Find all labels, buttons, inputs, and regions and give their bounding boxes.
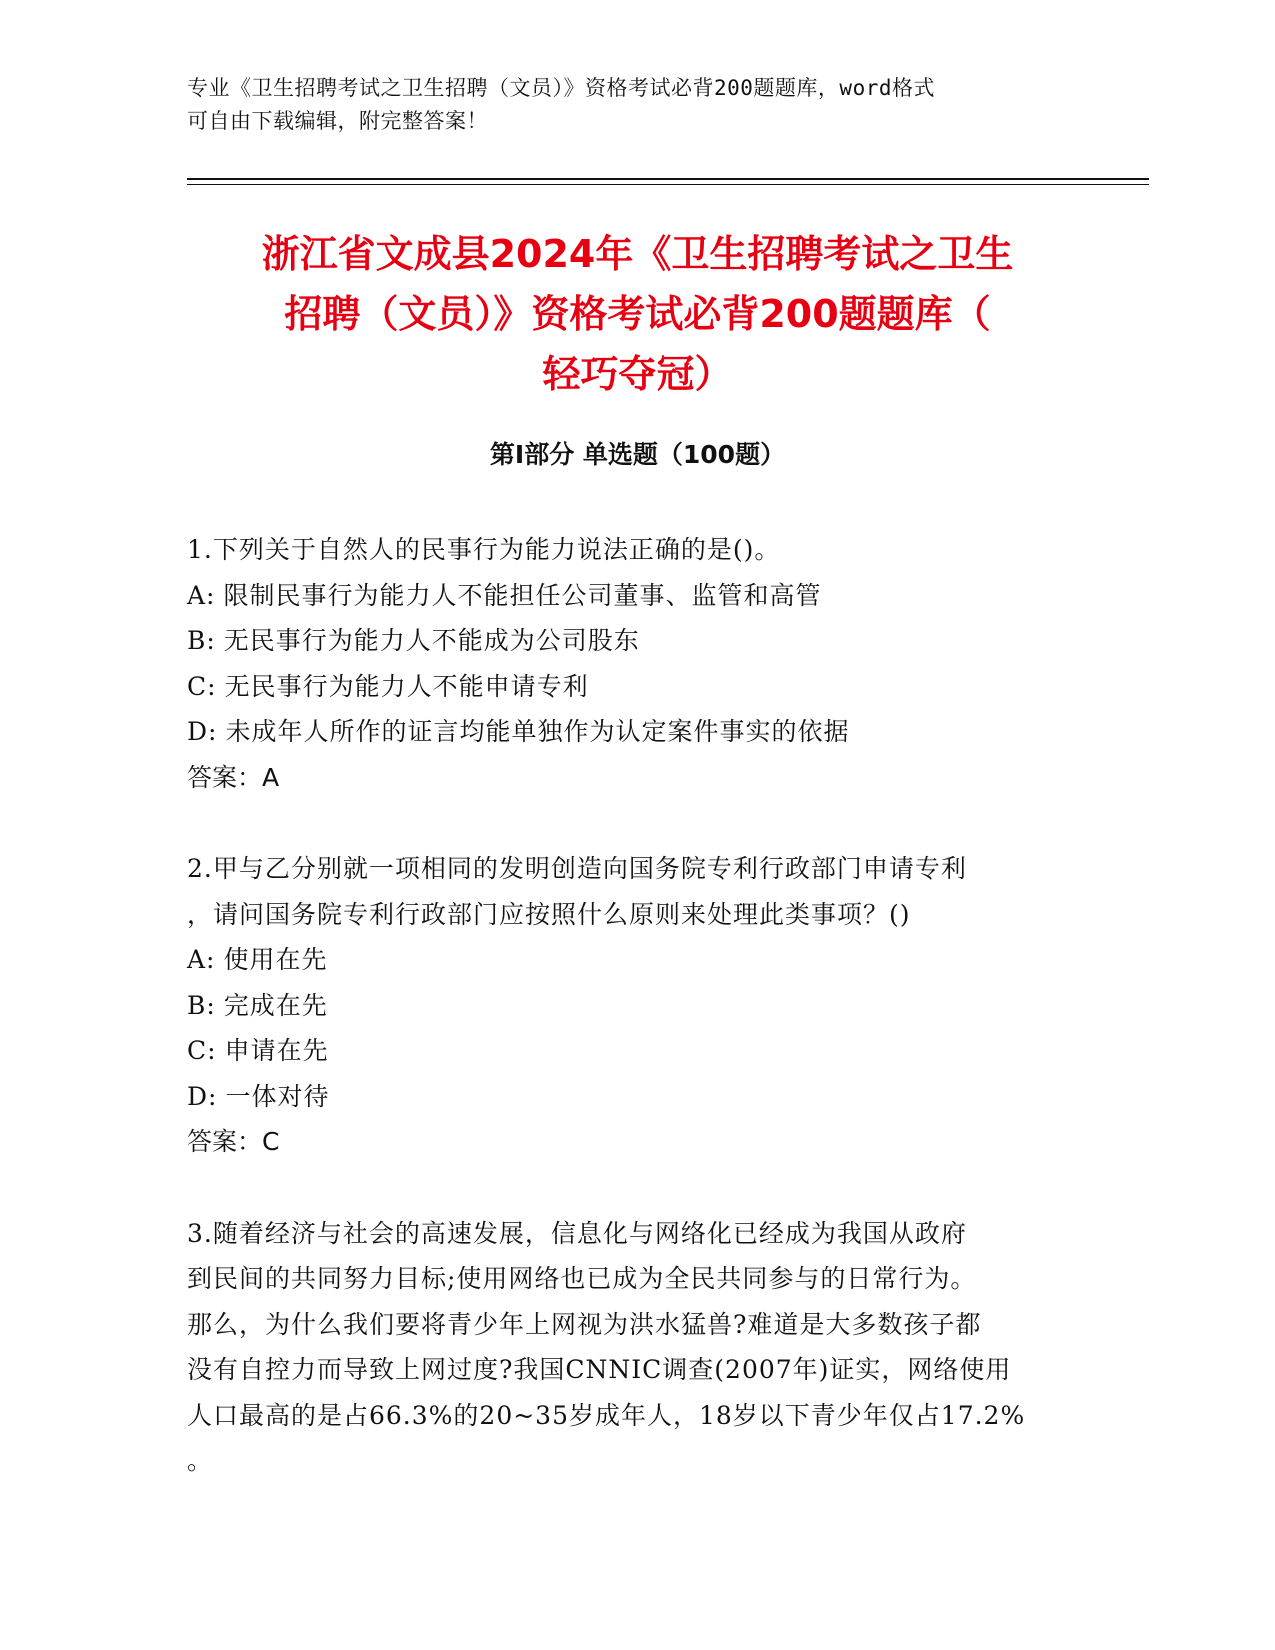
option-key: B: — [187, 990, 216, 1020]
option-b — [187, 983, 1087, 1029]
header-note — [187, 72, 1087, 138]
option-text: 完成在先 — [223, 990, 328, 1020]
option-text: 限制民事行为能力人不能担任公司董事、监管和高管 — [223, 580, 822, 610]
option-key: D: — [187, 1081, 218, 1111]
question-text: 1.下列关于自然人的民事行为能力说法正确的是()。 — [187, 535, 781, 564]
question-text: 那么，为什么我们要将青少年上网视为洪水猛兽?难道是大多数孩子都 — [187, 1309, 982, 1339]
header-note-line: 可自由下载编辑，附完整答案！ — [187, 109, 488, 133]
question-text: 到民间的共同努力目标;使用网络也已成为全民共同参与的日常行为。 — [187, 1264, 977, 1293]
option-a — [187, 573, 1087, 619]
document-title-line: 浙江省文成县2024年《卫生招聘考试之卫生 — [261, 232, 1014, 276]
option-text: 一体对待 — [225, 1081, 330, 1111]
header-divider-thick — [187, 178, 1149, 180]
option-d — [187, 709, 1087, 755]
document-title — [170, 224, 1105, 404]
option-text: 无民事行为能力人不能申请专利 — [224, 671, 589, 701]
option-key: A: — [187, 945, 216, 974]
header-divider-thin — [187, 184, 1149, 185]
option-key: C: — [187, 1036, 217, 1065]
question-text: 没有自控力而导致上网过度?我国CNNIC调查(2007年)证实，网络使用 — [187, 1355, 1012, 1384]
option-b — [187, 618, 1087, 664]
option-d — [187, 1074, 1087, 1120]
section-heading: 第Ⅰ部分 单选题（100题） — [489, 440, 786, 469]
document-title-line: 招聘（文员）》资格考试必背200题题库（ — [284, 292, 991, 336]
question-text: 2.甲与乙分别就一项相同的发明创造向国务院专利行政部门申请专利 — [187, 854, 967, 883]
option-key: C: — [187, 671, 217, 701]
answer: 答案：C — [187, 1127, 280, 1156]
question-1 — [187, 527, 1087, 800]
option-text: 使用在先 — [223, 945, 328, 974]
question-text: 。 — [187, 1446, 214, 1475]
option-key: D: — [187, 717, 218, 746]
option-text: 未成年人所作的证言均能单独作为认定案件事实的依据 — [225, 717, 850, 746]
question-3 — [187, 1211, 1087, 1484]
header-note-line: 专业《卫生招聘考试之卫生招聘（文员）》资格考试必背200题题库，word格式 — [187, 76, 935, 100]
option-c — [187, 664, 1087, 710]
option-key: A: — [187, 580, 216, 610]
answer: 答案：A — [187, 762, 280, 792]
question-text: 3.随着经济与社会的高速发展，信息化与网络化已经成为我国从政府 — [187, 1218, 967, 1248]
question-text: ，请问国务院专利行政部门应按照什么原则来处理此类事项？() — [187, 899, 911, 929]
question-2 — [187, 846, 1087, 1165]
question-list — [187, 527, 1087, 1530]
option-c — [187, 1028, 1087, 1074]
option-a — [187, 937, 1087, 983]
option-text: 申请在先 — [224, 1036, 329, 1065]
option-key: B: — [187, 626, 216, 655]
option-text: 无民事行为能力人不能成为公司股东 — [223, 626, 640, 655]
document-title-line: 轻巧夺冠） — [542, 352, 733, 396]
question-text: 人口最高的是占66.3%的20~35岁成年人，18岁以下青少年仅占17.2% — [187, 1400, 1026, 1430]
